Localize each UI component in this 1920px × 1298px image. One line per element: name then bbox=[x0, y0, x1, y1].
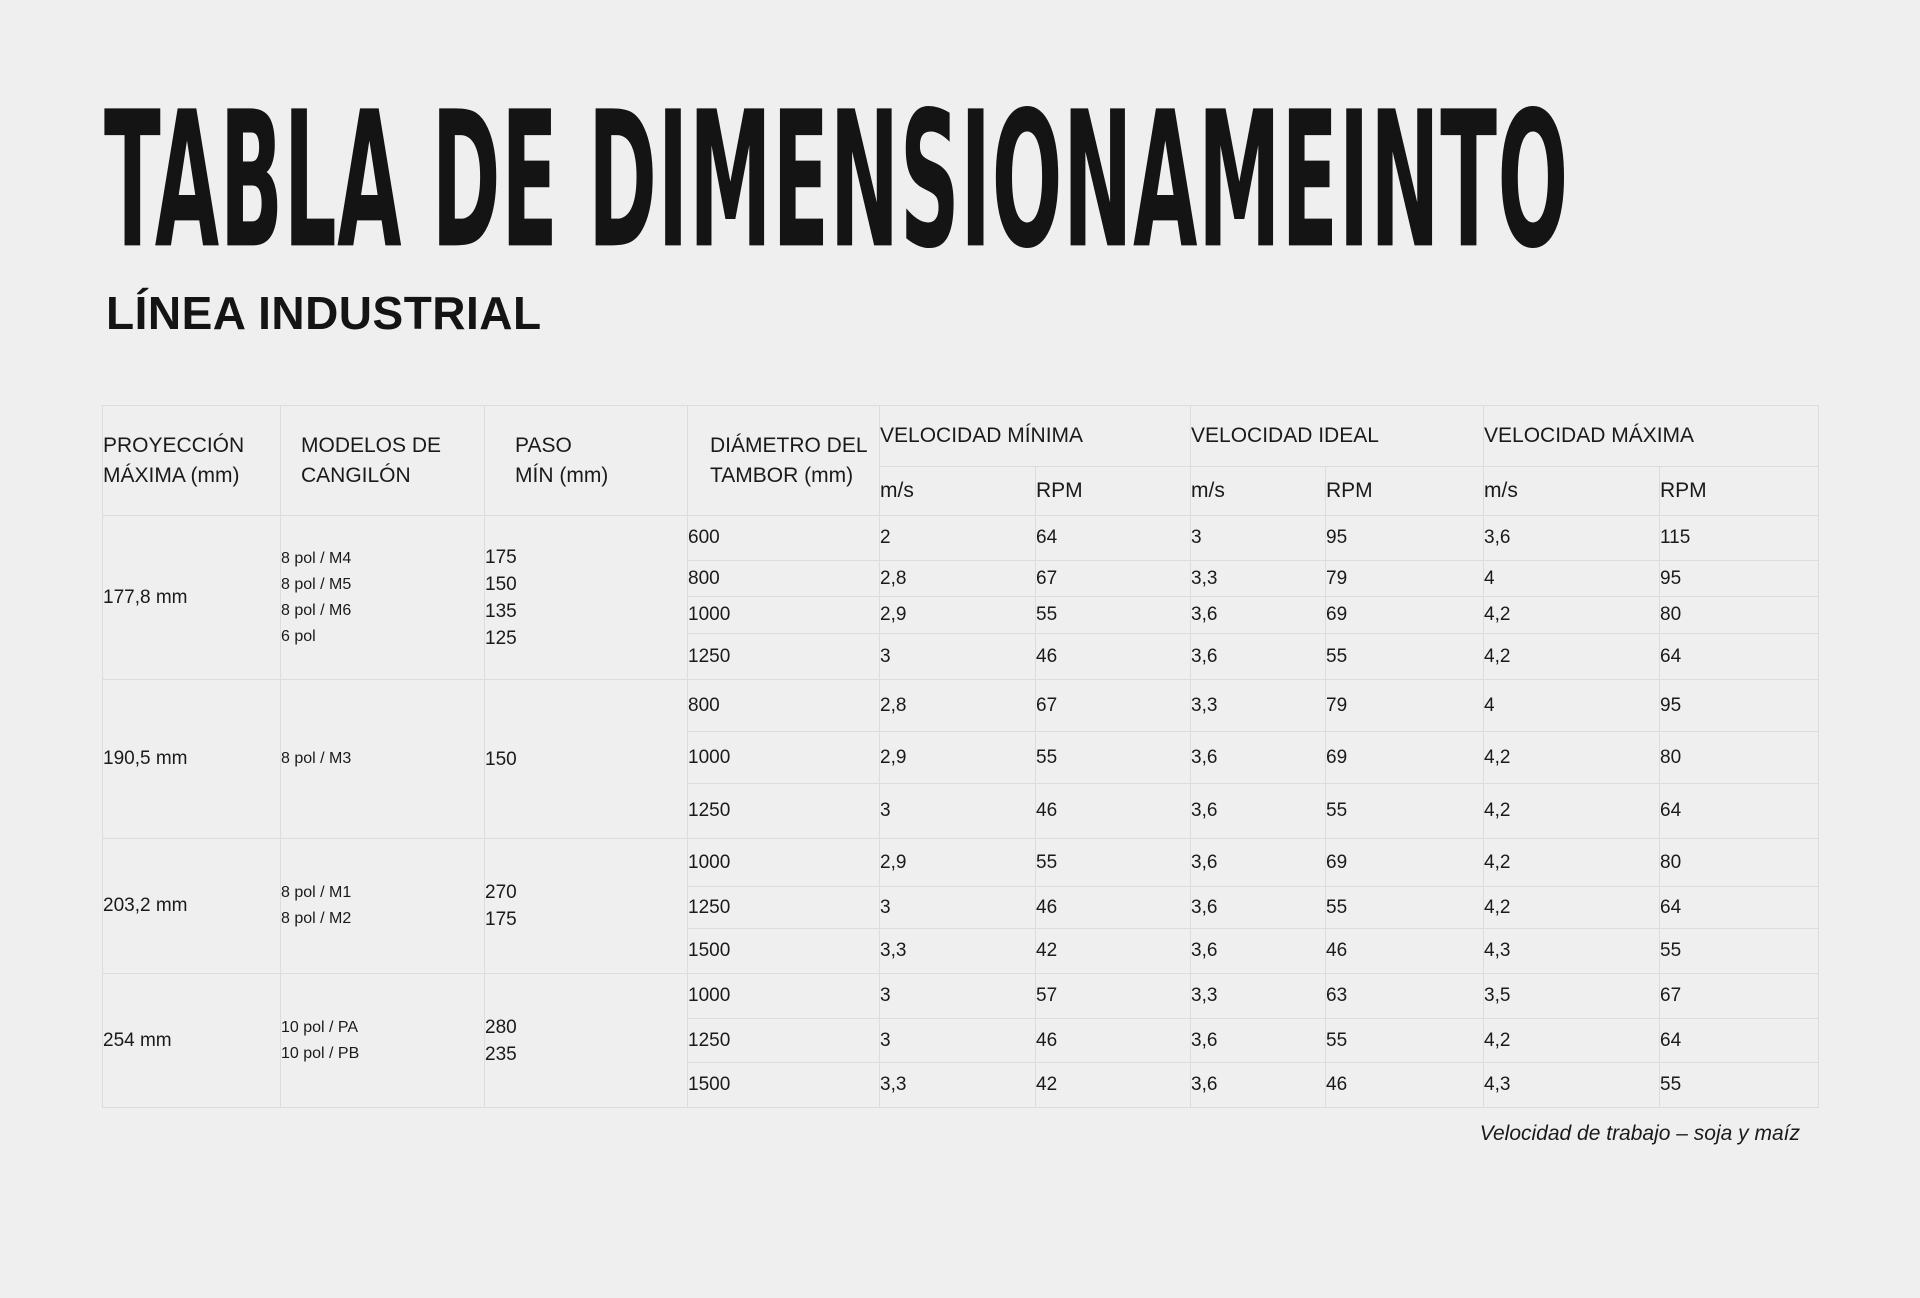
diametro-cell: 1000 bbox=[688, 974, 880, 1019]
diametro-cell: 1250 bbox=[688, 784, 880, 839]
ideal-ms-cell: 3,3 bbox=[1191, 974, 1326, 1019]
max-ms-cell: 4,3 bbox=[1484, 1063, 1660, 1108]
min-rpm-cell: 46 bbox=[1036, 634, 1191, 680]
diametro-cell: 1250 bbox=[688, 1019, 880, 1063]
page-subtitle: LÍNEA INDUSTRIAL bbox=[106, 287, 542, 339]
max-ms-cell: 4,3 bbox=[1484, 929, 1660, 974]
diametro-cell: 1250 bbox=[688, 887, 880, 929]
min-ms-cell: 2,9 bbox=[880, 839, 1036, 887]
paso-cell: 270 175 bbox=[485, 839, 688, 974]
ideal-ms-cell: 3,6 bbox=[1191, 784, 1326, 839]
min-ms-cell: 2,9 bbox=[880, 732, 1036, 784]
min-rpm-cell: 64 bbox=[1036, 516, 1191, 561]
diametro-cell: 1500 bbox=[688, 1063, 880, 1108]
min-ms-cell: 3,3 bbox=[880, 929, 1036, 974]
ideal-rpm-cell: 46 bbox=[1326, 1063, 1484, 1108]
max-rpm-cell: 115 bbox=[1660, 516, 1819, 561]
header-max-rpm: RPM bbox=[1660, 467, 1819, 516]
min-rpm-cell: 55 bbox=[1036, 839, 1191, 887]
max-rpm-cell: 80 bbox=[1660, 732, 1819, 784]
ideal-rpm-cell: 69 bbox=[1326, 732, 1484, 784]
diametro-cell: 800 bbox=[688, 680, 880, 732]
header-velocidad-minima: VELOCIDAD MÍNIMA bbox=[880, 406, 1191, 467]
max-rpm-cell: 95 bbox=[1660, 561, 1819, 597]
proyeccion-cell: 177,8 mm bbox=[103, 516, 281, 680]
table-row bbox=[103, 974, 1819, 1019]
max-ms-cell: 3,5 bbox=[1484, 974, 1660, 1019]
diametro-cell: 1000 bbox=[688, 839, 880, 887]
ideal-rpm-cell: 63 bbox=[1326, 974, 1484, 1019]
min-rpm-cell: 67 bbox=[1036, 680, 1191, 732]
min-rpm-cell: 67 bbox=[1036, 561, 1191, 597]
header-modelos: MODELOS DE CANGILÓN bbox=[281, 406, 485, 516]
min-ms-cell: 2 bbox=[880, 516, 1036, 561]
min-ms-cell: 3,3 bbox=[880, 1063, 1036, 1108]
min-rpm-cell: 42 bbox=[1036, 1063, 1191, 1108]
diametro-cell: 600 bbox=[688, 516, 880, 561]
ideal-ms-cell: 3,6 bbox=[1191, 1019, 1326, 1063]
max-rpm-cell: 55 bbox=[1660, 929, 1819, 974]
ideal-rpm-cell: 79 bbox=[1326, 680, 1484, 732]
max-ms-cell: 4 bbox=[1484, 561, 1660, 597]
min-ms-cell: 2,9 bbox=[880, 597, 1036, 634]
max-rpm-cell: 64 bbox=[1660, 634, 1819, 680]
min-ms-cell: 3 bbox=[880, 634, 1036, 680]
modelos-cell: 8 pol / M3 bbox=[281, 680, 485, 839]
max-ms-cell: 3,6 bbox=[1484, 516, 1660, 561]
ideal-rpm-cell: 55 bbox=[1326, 887, 1484, 929]
ideal-ms-cell: 3,3 bbox=[1191, 561, 1326, 597]
header-paso: PASO MÍN (mm) bbox=[485, 406, 688, 516]
max-ms-cell: 4,2 bbox=[1484, 784, 1660, 839]
ideal-rpm-cell: 46 bbox=[1326, 929, 1484, 974]
ideal-ms-cell: 3,6 bbox=[1191, 634, 1326, 680]
min-ms-cell: 3 bbox=[880, 887, 1036, 929]
ideal-rpm-cell: 55 bbox=[1326, 784, 1484, 839]
ideal-ms-cell: 3,6 bbox=[1191, 597, 1326, 634]
min-rpm-cell: 42 bbox=[1036, 929, 1191, 974]
ideal-rpm-cell: 55 bbox=[1326, 1019, 1484, 1063]
min-ms-cell: 2,8 bbox=[880, 561, 1036, 597]
min-rpm-cell: 57 bbox=[1036, 974, 1191, 1019]
ideal-rpm-cell: 95 bbox=[1326, 516, 1484, 561]
ideal-ms-cell: 3 bbox=[1191, 516, 1326, 561]
diametro-cell: 1000 bbox=[688, 597, 880, 634]
max-rpm-cell: 67 bbox=[1660, 974, 1819, 1019]
table-header bbox=[103, 406, 1819, 516]
paso-cell: 175 150 135 125 bbox=[485, 516, 688, 680]
max-rpm-cell: 80 bbox=[1660, 597, 1819, 634]
proyeccion-cell: 254 mm bbox=[103, 974, 281, 1108]
ideal-rpm-cell: 79 bbox=[1326, 561, 1484, 597]
min-ms-cell: 2,8 bbox=[880, 680, 1036, 732]
max-rpm-cell: 55 bbox=[1660, 1063, 1819, 1108]
sizing-table bbox=[102, 405, 1819, 1108]
table-body bbox=[103, 516, 1819, 1108]
ideal-rpm-cell: 69 bbox=[1326, 839, 1484, 887]
min-ms-cell: 3 bbox=[880, 1019, 1036, 1063]
table-row bbox=[103, 680, 1819, 732]
min-rpm-cell: 46 bbox=[1036, 1019, 1191, 1063]
paso-cell: 150 bbox=[485, 680, 688, 839]
max-rpm-cell: 64 bbox=[1660, 887, 1819, 929]
min-rpm-cell: 55 bbox=[1036, 597, 1191, 634]
ideal-ms-cell: 3,6 bbox=[1191, 929, 1326, 974]
diametro-cell: 800 bbox=[688, 561, 880, 597]
header-diametro: DIÁMETRO DEL TAMBOR (mm) bbox=[688, 406, 880, 516]
max-ms-cell: 4,2 bbox=[1484, 839, 1660, 887]
header-velocidad-ideal: VELOCIDAD IDEAL bbox=[1191, 406, 1484, 467]
header-ideal-ms: m/s bbox=[1191, 467, 1326, 516]
max-rpm-cell: 64 bbox=[1660, 784, 1819, 839]
header-velocidad-maxima: VELOCIDAD MÁXIMA bbox=[1484, 406, 1819, 467]
max-rpm-cell: 64 bbox=[1660, 1019, 1819, 1063]
modelos-cell: 10 pol / PA 10 pol / PB bbox=[281, 974, 485, 1108]
proyeccion-cell: 203,2 mm bbox=[103, 839, 281, 974]
header-proyeccion: PROYECCIÓN MÁXIMA (mm) bbox=[103, 406, 281, 516]
modelos-cell: 8 pol / M4 8 pol / M5 8 pol / M6 6 pol bbox=[281, 516, 485, 680]
max-ms-cell: 4,2 bbox=[1484, 887, 1660, 929]
table-row bbox=[103, 516, 1819, 561]
max-ms-cell: 4,2 bbox=[1484, 597, 1660, 634]
header-min-rpm: RPM bbox=[1036, 467, 1191, 516]
min-ms-cell: 3 bbox=[880, 784, 1036, 839]
min-rpm-cell: 55 bbox=[1036, 732, 1191, 784]
min-ms-cell: 3 bbox=[880, 974, 1036, 1019]
header-ideal-rpm: RPM bbox=[1326, 467, 1484, 516]
modelos-cell: 8 pol / M1 8 pol / M2 bbox=[281, 839, 485, 974]
ideal-ms-cell: 3,6 bbox=[1191, 1063, 1326, 1108]
proyeccion-cell: 190,5 mm bbox=[103, 680, 281, 839]
min-rpm-cell: 46 bbox=[1036, 784, 1191, 839]
table-row bbox=[103, 839, 1819, 887]
ideal-rpm-cell: 55 bbox=[1326, 634, 1484, 680]
max-rpm-cell: 80 bbox=[1660, 839, 1819, 887]
diametro-cell: 1250 bbox=[688, 634, 880, 680]
max-ms-cell: 4,2 bbox=[1484, 634, 1660, 680]
ideal-ms-cell: 3,6 bbox=[1191, 887, 1326, 929]
max-ms-cell: 4 bbox=[1484, 680, 1660, 732]
diametro-cell: 1500 bbox=[688, 929, 880, 974]
ideal-ms-cell: 3,3 bbox=[1191, 680, 1326, 732]
footnote: Velocidad de trabajo – soja y maíz bbox=[1479, 1122, 1800, 1145]
diametro-cell: 1000 bbox=[688, 732, 880, 784]
header-max-ms: m/s bbox=[1484, 467, 1660, 516]
ideal-rpm-cell: 69 bbox=[1326, 597, 1484, 634]
page-title: TABLA DE DIMENSIONAMEINTO bbox=[104, 72, 1569, 291]
paso-cell: 280 235 bbox=[485, 974, 688, 1108]
max-ms-cell: 4,2 bbox=[1484, 1019, 1660, 1063]
min-rpm-cell: 46 bbox=[1036, 887, 1191, 929]
header-min-ms: m/s bbox=[880, 467, 1036, 516]
ideal-ms-cell: 3,6 bbox=[1191, 839, 1326, 887]
max-ms-cell: 4,2 bbox=[1484, 732, 1660, 784]
max-rpm-cell: 95 bbox=[1660, 680, 1819, 732]
ideal-ms-cell: 3,6 bbox=[1191, 732, 1326, 784]
